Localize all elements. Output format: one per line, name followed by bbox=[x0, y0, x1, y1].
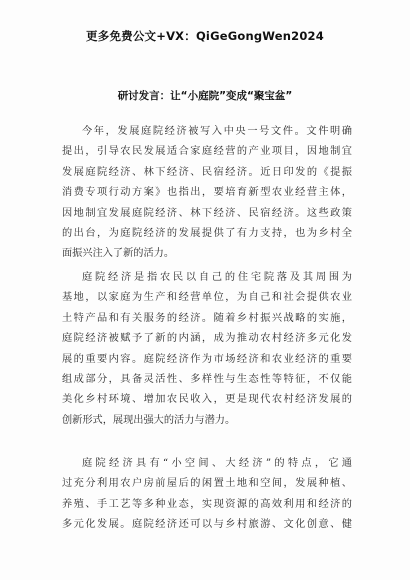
paragraph-line: 庭院经济被赋予了新的内涵，成为推动农村经济多元化发 bbox=[62, 333, 352, 345]
paragraph-2 bbox=[62, 268, 352, 431]
paragraph-line: 组成部分，具备灵活性、多样性与生态性等特征，不仅能 bbox=[62, 374, 352, 386]
paragraph-line: 消费专项行动方案》也指出，要培育新型农业经营主体， bbox=[62, 187, 352, 199]
paragraph-line: 庭院经济是指农民以自己的住宅院落及其周围为 bbox=[82, 272, 352, 283]
paragraph-3 bbox=[62, 454, 352, 536]
paragraph-line: 的出台，为庭院经济的发展提供了有力支持，也为乡村全 bbox=[62, 228, 352, 240]
paragraph-line: 基地，以家庭为生产和经营单位，为自己和社会提供农业 bbox=[62, 292, 352, 304]
paragraph-line: 发展庭院经济、林下经济、民宿经济。近日印发的《提振 bbox=[62, 166, 352, 178]
paragraph-line: 面振兴注入了新的活力。 bbox=[62, 248, 175, 260]
paragraph-line: 展的重要内容。庭院经济作为市场经济和农业经济的重要 bbox=[62, 353, 352, 365]
paragraph-line: 美化乡村环境、增加农民收入，更是现代农村经济发展的 bbox=[62, 394, 352, 406]
paragraph-line: 多元化发展。庭院经济还可以与乡村旅游、文化创意、健 bbox=[62, 519, 352, 531]
document-title: 研讨发言：让“小庭院”变成“聚宝盆” bbox=[117, 90, 293, 102]
paragraph-line: 过充分利用农户房前屋后的闲置土地和空间，发展种植、 bbox=[62, 478, 352, 490]
paragraph-line: 庭院经济具有“小空间、大经济”的特点，它通 bbox=[82, 458, 352, 469]
watermark-header: 更多免费公文+VX：QiGeGongWen2024 bbox=[86, 29, 324, 43]
paragraph-line: 土特产品和有关服务的经济。随着乡村振兴战略的实施， bbox=[62, 312, 352, 324]
paragraph-line: 创新形式，展现出强大的活力与潜力。 bbox=[62, 414, 236, 426]
paragraph-line: 因地制宜发展庭院经济、林下经济、民宿经济。这些政策 bbox=[62, 207, 352, 219]
paragraph-line: 提出，引导农民发展适合家庭经营的产业项目，因地制宜 bbox=[62, 146, 352, 158]
paragraph-1 bbox=[62, 122, 352, 265]
paragraph-line: 今年，发展庭院经济被写入中央一号文件。文件明确 bbox=[82, 126, 352, 137]
paragraph-line: 养殖、手工艺等多种业态，实现资源的高效利用和经济的 bbox=[62, 498, 352, 510]
